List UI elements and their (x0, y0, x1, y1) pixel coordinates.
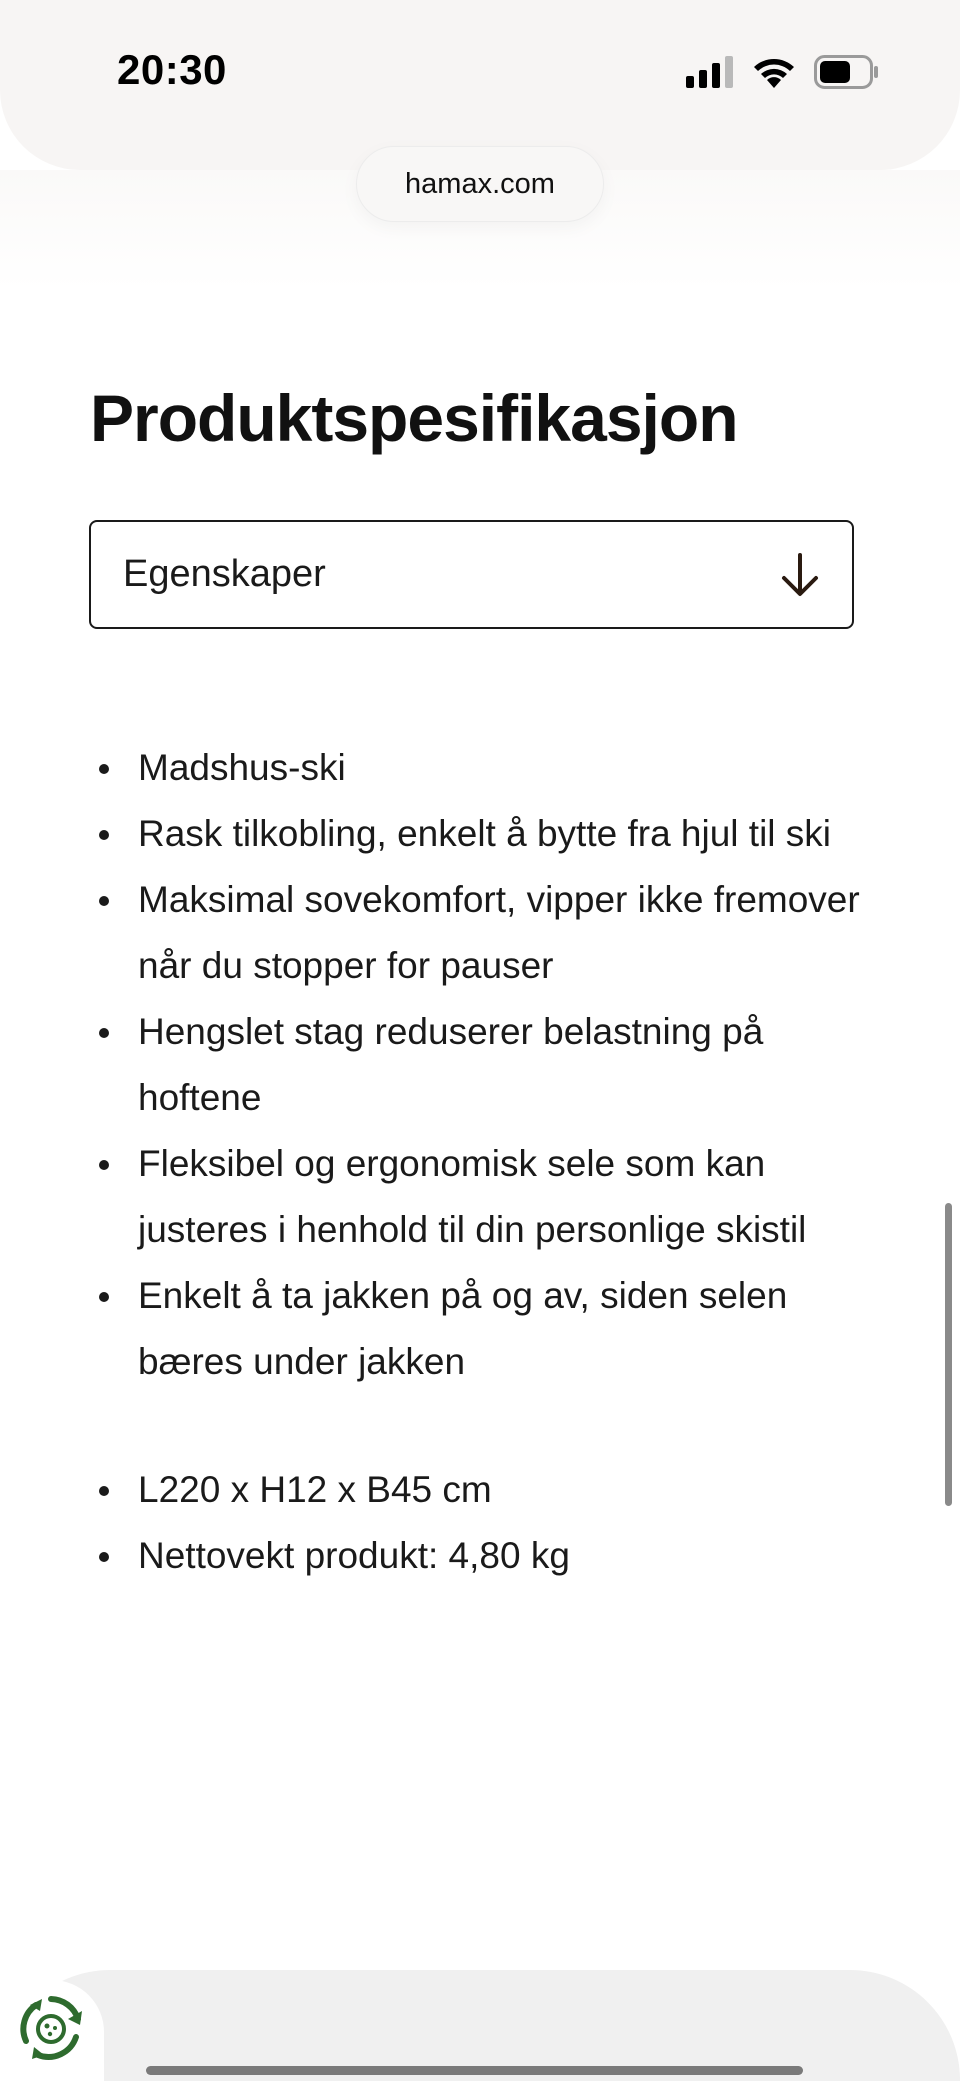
list-item: Madshus-ski (138, 735, 878, 801)
feature-list (138, 735, 878, 1395)
spec-category-dropdown[interactable] (89, 520, 854, 629)
battery-icon (814, 55, 880, 89)
dimension-list (138, 1457, 878, 1589)
scrollbar[interactable] (945, 1203, 952, 1506)
dropdown-selected-value: Egenskaper (123, 553, 326, 595)
list-item: Maksimal sovekomfort, vipper ikke fremover når du stopper for pauser (138, 867, 878, 999)
list-item: Rask tilkobling, enkelt å bytte fra hjul til ski (138, 801, 878, 867)
wifi-icon (752, 55, 796, 89)
url-bar[interactable] (356, 146, 604, 222)
list-item: Nettovekt produkt: 4,80 kg (138, 1523, 878, 1589)
page-title: Produktspesifikasjon (90, 381, 738, 455)
status-time: 20:30 (117, 46, 227, 93)
list-item: Fleksibel og ergonomisk sele som kan justeres i henhold til din personlige skistil (138, 1131, 878, 1263)
status-icons (686, 52, 880, 92)
bottom-toolbar (0, 1970, 960, 2081)
arrow-down-icon (778, 551, 822, 599)
list-item: L220 x H12 x B45 cm (138, 1457, 878, 1523)
list-item: Hengslet stag reduserer belastning på hoftene (138, 999, 878, 1131)
home-indicator (146, 2066, 803, 2075)
url-text: hamax.com (405, 167, 555, 200)
status-bar (0, 0, 960, 170)
recycle-icon[interactable] (16, 1993, 86, 2063)
signal-icon (686, 56, 734, 88)
list-item: Enkelt å ta jakken på og av, siden selen bæres under jakken (138, 1263, 878, 1395)
